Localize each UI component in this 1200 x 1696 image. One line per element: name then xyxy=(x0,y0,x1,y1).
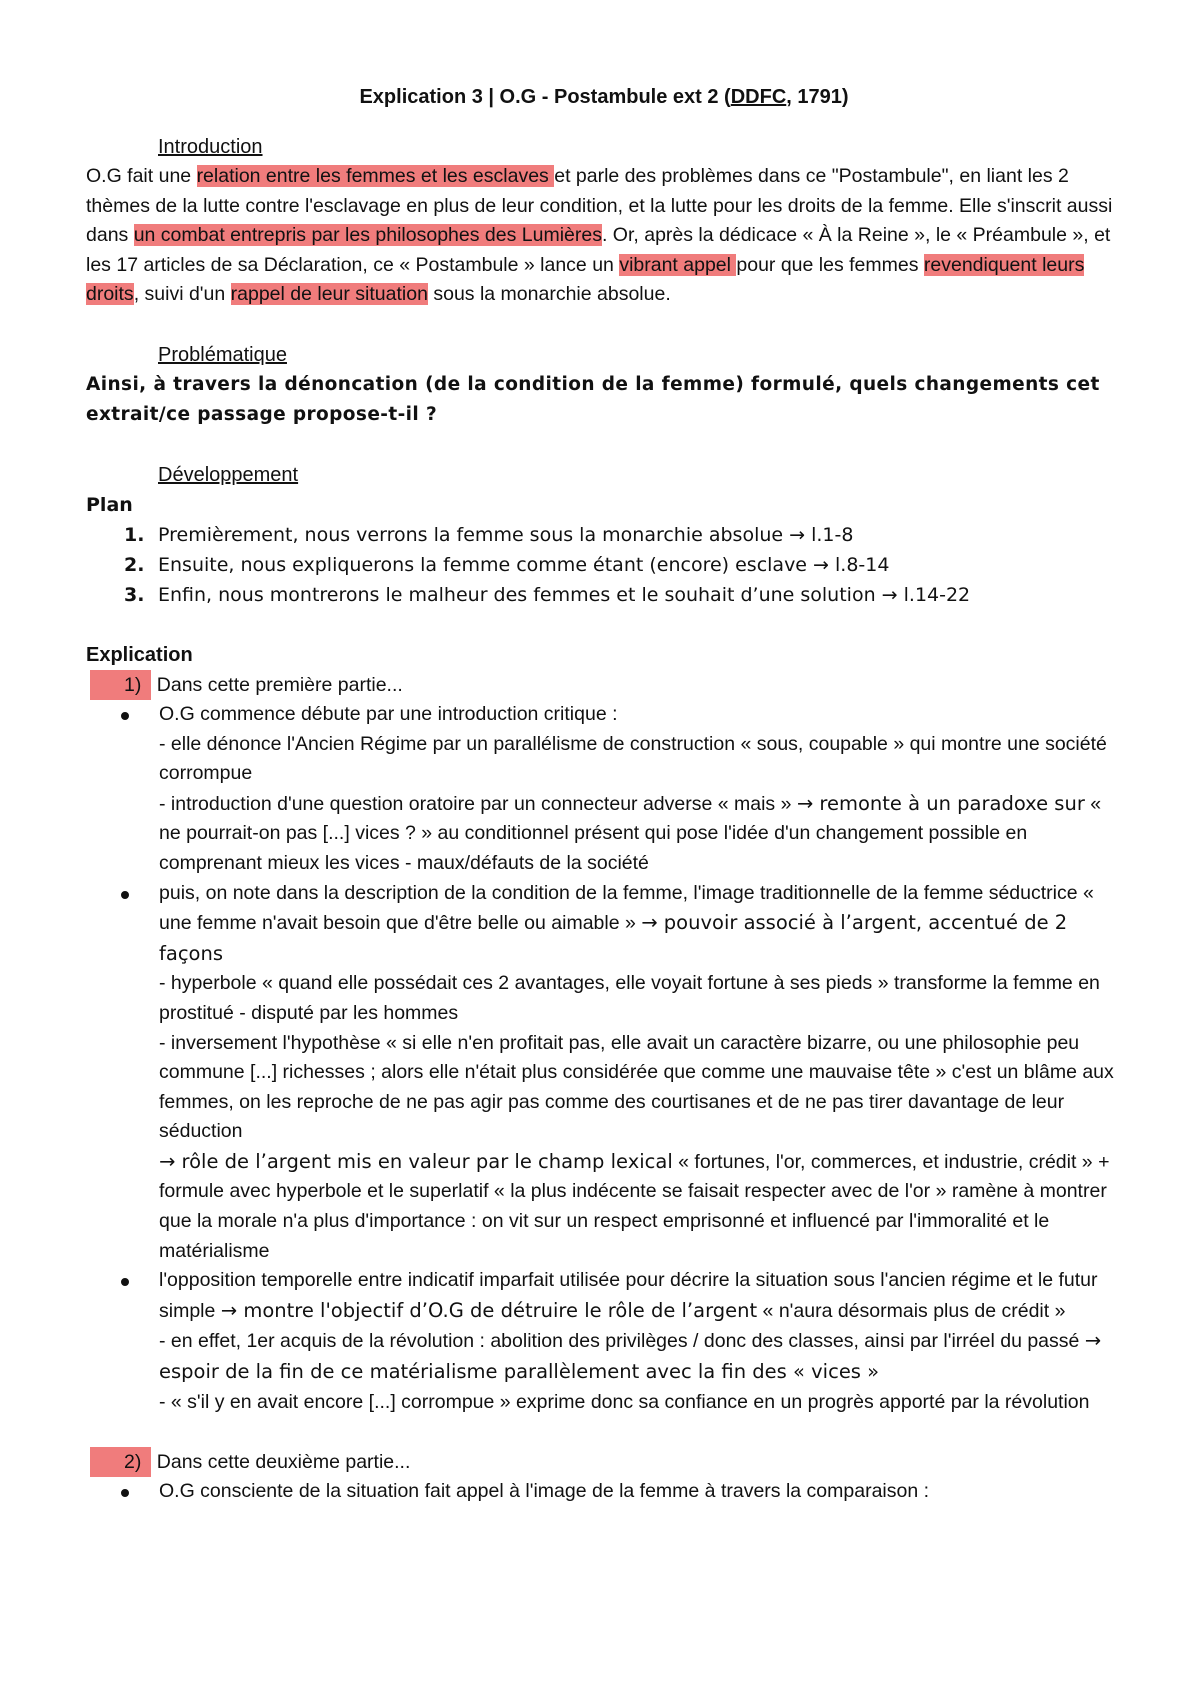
bullet-line: - elle dénonce l'Ancien Régime par un parallélisme de construction « sous, coupable » qui montre une société corrompue xyxy=(159,732,1107,785)
part-label: Dans cette première partie... xyxy=(151,673,403,696)
title-suffix: , 1791) xyxy=(786,86,849,108)
intro-text-2: et parle des problèmes dans ce "Postambule", en liant les 2 thèmes de la lutte contre l'esclavage en plus de leur condition, et la lutte pour les droits de la femme. Elle s'inscrit aussi dans xyxy=(86,165,1113,247)
intro-highlight-1: relation entre les femmes et les esclaves xyxy=(196,165,555,187)
text-run-emphasis: → pouvoir associé à l’argent, accentué de 2 façons xyxy=(159,911,1068,965)
plan-item xyxy=(124,520,1122,550)
bullet-line xyxy=(159,1266,1122,1326)
part-label: Dans cette deuxième partie... xyxy=(151,1451,411,1474)
part-heading-2 xyxy=(124,1447,1122,1477)
developpement-heading: Développement xyxy=(158,463,299,486)
text-run: - en effet, 1er acquis de la révolution : abolition des privilèges / donc des classes, ainsi par l'irréel du passé xyxy=(159,1330,1085,1353)
intro-text-6: sous la monarchie absolue. xyxy=(427,283,671,306)
text-run: « fortunes, l'or, commerces, et industrie, crédit » + formule avec hyperbole et le superlatif « la plus indécente se faisait respecter avec de l'or » ramène à montrer que la morale n'a plus d'importance : on vit sur un respect emprisonné et influencé par l'immoralité et le matérialisme xyxy=(159,1150,1110,1262)
plan-item-number: 1. xyxy=(124,523,145,546)
problematique-heading: Problématique xyxy=(158,343,287,366)
plan-item-text: Enfin, nous montrerons le malheur des femmes et le souhait d’une solution → l.14-22 xyxy=(158,583,971,606)
bullet-line xyxy=(159,1326,1122,1387)
bullet-line xyxy=(159,879,1122,970)
explication-title: Explication xyxy=(86,643,193,666)
document-page xyxy=(86,82,1122,1507)
text-run: puis, on note dans la description de la condition de la femme, l'image traditionnelle de la femme séductrice « une femme n'avait besoin que d'être belle ou aimable » xyxy=(159,881,1094,935)
part-number-highlight: 2) xyxy=(90,1447,151,1477)
plan-item-text: Premièrement, nous verrons la femme sous la monarchie absolue → l.1-8 xyxy=(158,523,854,546)
bullet-line xyxy=(159,789,1122,879)
bullet-icon xyxy=(121,891,129,899)
text-run-emphasis: → montre l'objectif d’O.G de détruire le rôle de l’argent xyxy=(220,1298,758,1322)
text-run-emphasis: → remonte à un paradoxe sur xyxy=(796,791,1085,815)
plan-item xyxy=(124,550,1122,580)
bullet-line: - hyperbole « quand elle possédait ces 2 avantages, elle voyait fortune à ses pieds » transforme la femme en prostitué - disputé par les hommes xyxy=(159,972,1100,1024)
plan-item-number: 3. xyxy=(124,583,145,606)
bullet-item xyxy=(159,700,1122,879)
text-run: - introduction d'une question oratoire par un connecteur adverse « mais » xyxy=(159,792,797,815)
bullet-line xyxy=(159,1147,1122,1266)
bullet-item xyxy=(159,1266,1122,1417)
intro-paragraph xyxy=(86,162,1122,310)
part-number-highlight: 1) xyxy=(90,670,151,700)
plan-item-number: 2. xyxy=(124,553,145,576)
intro-text-3: . Or, après la dédicace « À la Reine », le « Préambule », et les 17 articles de sa Déclaration, ce « Postambule » lance un xyxy=(86,224,1111,276)
intro-text-5: , suivi d'un xyxy=(133,283,231,306)
plan-item xyxy=(124,580,1122,610)
text-run: « ne pourrait-on pas [...] vices ? » au conditionnel présent qui pose l'idée d'un changement possible en comprenant mieux les vices - maux/défauts de la société xyxy=(159,792,1102,874)
intro-heading: Introduction xyxy=(158,136,263,158)
bullet-icon xyxy=(121,1489,129,1497)
intro-highlight-3: vibrant appel xyxy=(619,253,737,276)
title-prefix: Explication 3 | O.G - Postambule ext 2 ( xyxy=(359,86,731,108)
bullet-line: O.G commence débute par une introduction critique : xyxy=(159,702,618,725)
plan-item-text: Ensuite, nous expliquerons la femme comme étant (encore) esclave → l.8-14 xyxy=(158,553,890,576)
intro-text-4: pour que les femmes xyxy=(736,253,924,276)
text-run: l'opposition temporelle entre indicatif imparfait utilisée pour décrire la situation sous l'ancien régime et le futur simple xyxy=(159,1269,1098,1322)
text-run-emphasis: → rôle de l’argent mis en valeur par le champ lexical xyxy=(159,1149,673,1173)
bullet-icon xyxy=(121,1278,129,1286)
text-run: « n'aura désormais plus de crédit » xyxy=(757,1299,1066,1322)
problematique-text: Ainsi, à travers la dénoncation (de la condition de la femme) formulé, quels changements cet extrait/ce passage propose-t-il ? xyxy=(86,373,1100,425)
intro-highlight-4: revendiquent leurs droits xyxy=(86,253,1085,306)
text-run-emphasis: → espoir de la fin de ce matérialisme parallèlement avec la fin des « vices » xyxy=(159,1329,1102,1384)
bullet-line: - « s'il y en avait encore [...] corrompue » exprime donc sa confiance en un progrès apporté par la révolution xyxy=(159,1390,1090,1413)
intro-text-1: O.G fait une xyxy=(86,165,197,187)
document-title xyxy=(86,82,1122,112)
part-heading-1 xyxy=(124,670,1122,700)
intro-highlight-2: un combat entrepris par les philosophes des Lumières xyxy=(133,224,602,247)
intro-highlight-5: rappel de leur situation xyxy=(230,283,428,306)
title-underlined: DDFC xyxy=(730,86,787,108)
bullet-line: - inversement l'hypothèse « si elle n'en profitait pas, elle avait un caractère bizarre, ou une philosophie peu commune [...] richesses ; alors elle n'était plus considérée que comme une mauvaise tête » c'est un blâme aux femmes, on les reproche de ne pas agir pas comme des courtisanes et de ne pas tirer davantage de leur séduction xyxy=(159,1031,1114,1143)
bullet-item xyxy=(159,879,1122,1267)
bullet-icon xyxy=(121,712,129,720)
plan-title: Plan xyxy=(86,493,133,516)
bullet-line: O.G consciente de la situation fait appel à l'image de la femme à travers la comparaison : xyxy=(159,1480,930,1503)
bullet-item xyxy=(159,1477,1122,1507)
